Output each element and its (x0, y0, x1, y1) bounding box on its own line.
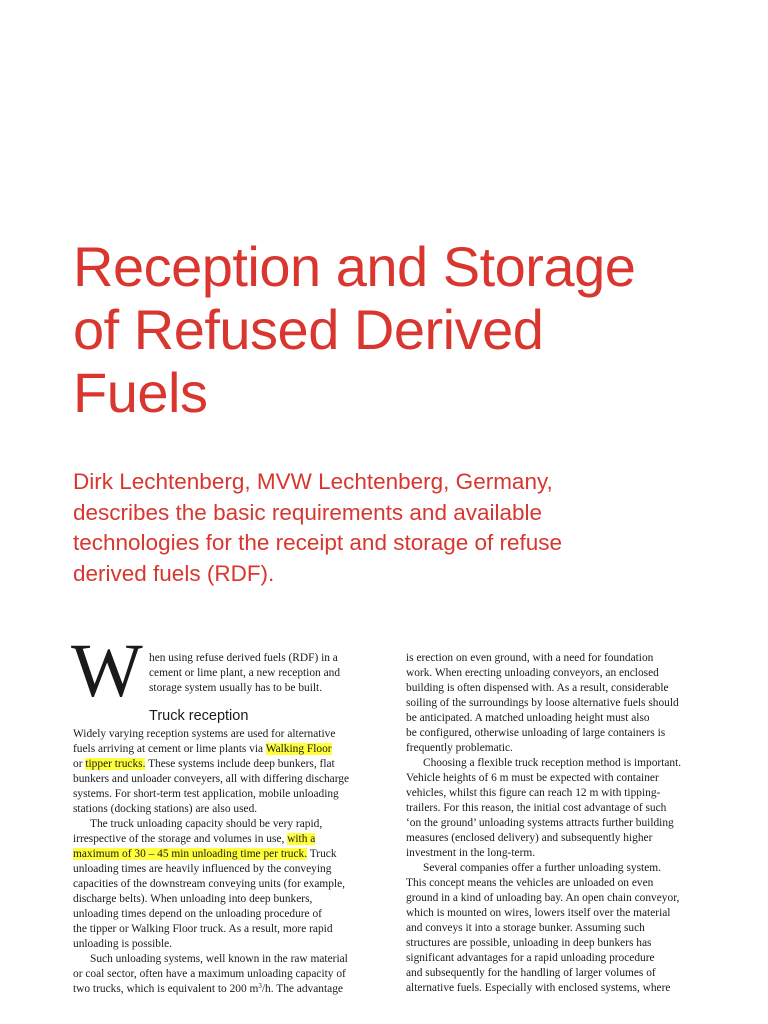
body-text-line (406, 711, 650, 726)
body-text-line (149, 681, 322, 696)
text-run: and subsequently for the handling of larger volumes of (406, 967, 656, 979)
body-text-line (73, 847, 337, 862)
body-text-line (90, 817, 322, 832)
body-text-line (149, 651, 338, 666)
highlighted-text: Walking Floor (265, 743, 332, 755)
body-text-line (406, 951, 655, 966)
text-run: The truck unloading capacity should be very rapid, (90, 818, 323, 830)
text-run: Vehicle heights of 6 m must be expected with container (406, 772, 659, 784)
body-text-line (406, 831, 652, 846)
text-run: capacities of the downstream conveying units (for example, (73, 878, 346, 890)
body-text-line (406, 921, 645, 936)
body-text-line (73, 907, 322, 922)
body-text-line (73, 772, 349, 787)
body-text-line (73, 862, 331, 877)
superscript: 3 (258, 982, 262, 990)
text-run: two trucks, which is equivalent to 200 m (73, 983, 259, 995)
text-run: hen using refuse derived fuels (RDF) in a (149, 652, 338, 664)
text-run: soiling of the surroundings by loose alternative fuels should (406, 697, 679, 709)
text-run: Choosing a flexible truck reception method is important. (423, 757, 682, 769)
text-run: ‘on the ground’ unloading systems attracts further building (406, 817, 674, 829)
body-text-line (406, 846, 535, 861)
highlighted-text: tipper trucks. (85, 758, 146, 770)
text-run: discharge belts). When unloading into deep bunkers, (73, 893, 313, 905)
body-text-line (73, 937, 172, 952)
text-run: storage system usually has to be built. (149, 682, 323, 694)
standfirst-line: Dirk Lechtenberg, MVW Lechtenberg, Germany, (73, 469, 553, 494)
text-run: which is mounted on wires, lowers itself over the material (406, 907, 671, 919)
body-text-line (406, 876, 653, 891)
title-line: Fuels (73, 361, 208, 424)
body-text-line (90, 952, 348, 967)
article-standfirst (73, 467, 753, 589)
text-run: Truck (307, 848, 337, 860)
body-text-line (149, 666, 340, 681)
text-run: Several companies offer a further unloading system. (423, 862, 661, 874)
body-text-line (406, 771, 659, 786)
text-run: be anticipated. A matched unloading height must also (406, 712, 650, 724)
title-line: Reception and Storage (73, 235, 636, 298)
body-text-line (73, 922, 333, 937)
text-run: stations (docking stations) are also used. (73, 803, 258, 815)
highlighted-text: with a (287, 833, 316, 845)
body-text-line (406, 906, 670, 921)
text-run: frequently problematic. (406, 742, 513, 754)
body-text-line (73, 787, 339, 802)
standfirst-line: technologies for the receipt and storage of refuse (73, 530, 563, 555)
text-run: or coal sector, often have a maximum unloading capacity of (73, 968, 346, 980)
body-text-line (73, 832, 315, 847)
body-text-line (406, 891, 679, 906)
text-run: the tipper or Walking Floor truck. As a result, more rapid (73, 923, 333, 935)
text-run: is erection on even ground, with a need for foundation (406, 652, 654, 664)
text-run: measures (enclosed delivery) and subsequently higher (406, 832, 653, 844)
article-title (73, 235, 753, 424)
body-text-line (423, 861, 661, 876)
body-text-line (73, 802, 257, 817)
body-text-line (406, 696, 679, 711)
standfirst-line: derived fuels (RDF). (73, 560, 275, 586)
text-run: and conveys it into a storage bunker. Assuming such (406, 922, 645, 934)
text-run: significant advantages for a rapid unloading procedure (406, 952, 655, 964)
text-run: These systems include deep bunkers, flat (145, 758, 335, 770)
text-run: Widely varying reception systems are used for alternative (73, 728, 336, 740)
text-run: unloading times are heavily influenced by the conveying (73, 863, 332, 875)
body-text-line (73, 982, 343, 997)
body-text-line (73, 967, 346, 982)
body-text-line (406, 666, 659, 681)
body-text-line (406, 966, 656, 981)
section-heading: Truck reception (149, 708, 249, 724)
text-run: building is often dispensed with. As a result, considerable (406, 682, 669, 694)
drop-cap: W (71, 629, 143, 713)
text-run: or (73, 758, 86, 770)
body-text-line (406, 936, 651, 951)
text-run: unloading times depend on the unloading procedure of (73, 908, 322, 920)
text-run: bunkers and unloader conveyers, all with differing discharge (73, 773, 350, 785)
text-run: be configured, otherwise unloading of large containers is (406, 727, 666, 739)
body-text-line (406, 981, 670, 996)
body-text-line (406, 801, 666, 816)
body-text-line (406, 681, 669, 696)
body-text-line (406, 786, 660, 801)
body-text-line (73, 757, 335, 772)
body-text-line (406, 651, 653, 666)
text-run: work. When erecting unloading conveyors, an enclosed (406, 667, 659, 679)
text-run: trailers. For this reason, the initial cost advantage of such (406, 802, 667, 814)
text-run: structures are possible, unloading in deep bunkers has (406, 937, 652, 949)
body-text-line (406, 816, 674, 831)
text-run: /h. The advantage (261, 983, 343, 995)
text-run: unloading is possible. (73, 938, 173, 950)
text-run: ground in a kind of unloading bay. An open chain conveyor, (406, 892, 680, 904)
body-text-line (73, 892, 312, 907)
body-text-line (423, 756, 681, 771)
body-text-line (73, 742, 332, 757)
text-run: This concept means the vehicles are unloaded on even (406, 877, 654, 889)
text-run: alternative fuels. Especially with enclosed systems, where (406, 982, 671, 994)
body-text-line (73, 877, 345, 892)
text-run: investment in the long-term. (406, 847, 536, 859)
text-run: systems. For short-term test application, mobile unloading (73, 788, 339, 800)
body-text-line (73, 727, 335, 742)
text-run: irrespective of the storage and volumes in use, (73, 833, 288, 845)
text-run: vehicles, whilst this figure can reach 12 m with tipping- (406, 787, 661, 799)
title-line: of Refused Derived (73, 298, 544, 361)
standfirst-line: describes the basic requirements and available (73, 499, 543, 525)
highlighted-text: maximum of 30 – 45 min unloading time per truck. (73, 848, 308, 860)
text-run: fuels arriving at cement or lime plants via (73, 743, 266, 755)
body-text-line (406, 741, 513, 756)
text-run: cement or lime plant, a new reception and (149, 667, 341, 679)
body-text-line (406, 726, 665, 741)
text-run: Such unloading systems, well known in the raw material (90, 953, 348, 965)
